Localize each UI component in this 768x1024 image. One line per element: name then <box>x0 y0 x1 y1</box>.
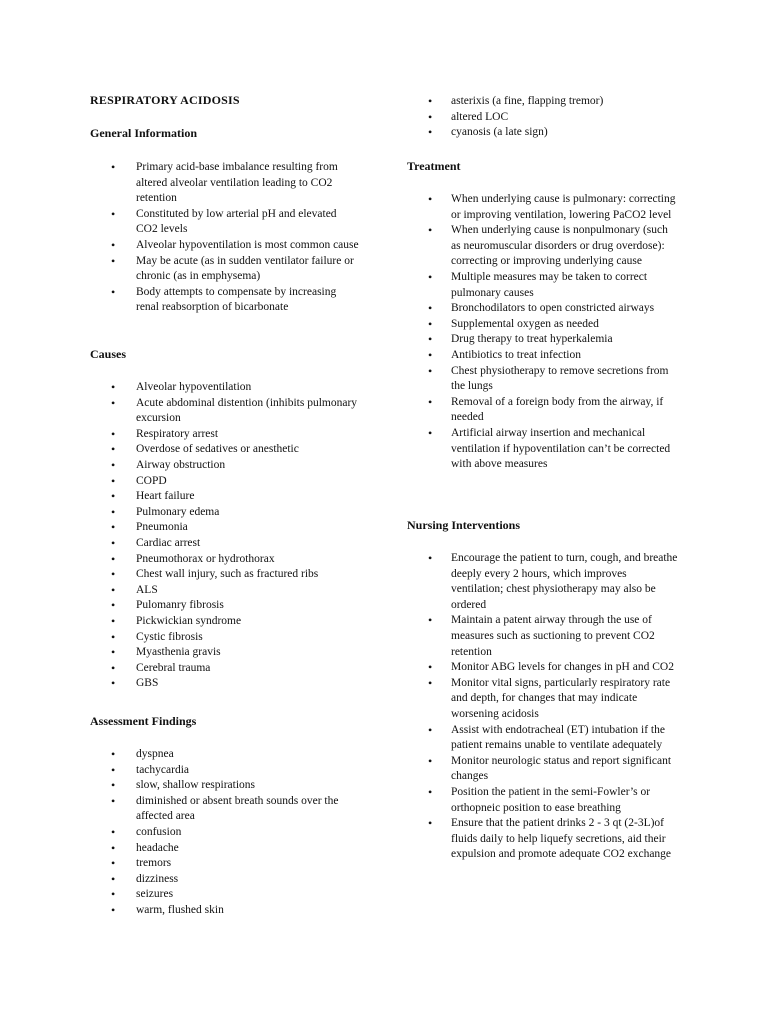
list-item: • warm, flushed skin <box>90 903 360 919</box>
list-item: • Alveolar hypoventilation <box>90 380 360 396</box>
list-item: • Pneumothorax or hydrothorax <box>90 552 360 568</box>
list-item: • Chest wall injury, such as fractured ribs <box>90 567 360 583</box>
list-item: • Cystic fibrosis <box>90 630 360 646</box>
list-item: • altered LOC <box>407 110 679 126</box>
list-item: • Pneumonia <box>90 520 360 536</box>
list-general-information <box>90 160 360 316</box>
list-item: • Pickwickian syndrome <box>90 614 360 630</box>
list-treatment <box>407 192 679 473</box>
list-item: • Maintain a patent airway through the use of measures such as suctioning to prevent CO2 retention <box>407 613 679 660</box>
list-item: • dyspnea <box>90 747 360 763</box>
list-item: • Myasthenia gravis <box>90 645 360 661</box>
list-item: • GBS <box>90 676 360 692</box>
list-item: • Airway obstruction <box>90 458 360 474</box>
list-item: • When underlying cause is pulmonary: correcting or improving ventilation, lowering PaCO2 level <box>407 192 679 223</box>
list-item: • Heart failure <box>90 489 360 505</box>
list-item: • Chest physiotherapy to remove secretions from the lungs <box>407 364 679 395</box>
list-item: • Pulmonary edema <box>90 505 360 521</box>
list-item: • May be acute (as in sudden ventilator failure or chronic (as in emphysema) <box>90 254 360 285</box>
list-item: • Position the patient in the semi-Fowler’s or orthopneic position to ease breathing <box>407 785 679 816</box>
list-item: • Supplemental oxygen as needed <box>407 317 679 333</box>
list-causes <box>90 380 360 692</box>
list-item: • Bronchodilators to open constricted airways <box>407 301 679 317</box>
list-item: • tremors <box>90 856 360 872</box>
list-item: • slow, shallow respirations <box>90 778 360 794</box>
list-item: • Artificial airway insertion and mechanical ventilation if hypoventilation can’t be corrected with above measures <box>407 426 679 473</box>
list-item: • seizures <box>90 887 360 903</box>
list-item: • Antibiotics to treat infection <box>407 348 679 364</box>
list-item: • Removal of a foreign body from the airway, if needed <box>407 395 679 426</box>
heading-general-information: General Information <box>90 126 197 140</box>
list-item: • Encourage the patient to turn, cough, and breathe deeply every 2 hours, which improves ventilation; chest physiotherapy may also be ordered <box>407 551 679 613</box>
list-item: • headache <box>90 841 360 857</box>
list-item: • Alveolar hypoventilation is most common cause <box>90 238 360 254</box>
heading-treatment: Treatment <box>407 159 461 173</box>
list-item: • Primary acid-base imbalance resulting from altered alveolar ventilation leading to CO2 retention <box>90 160 360 207</box>
list-item: • Monitor vital signs, particularly respiratory rate and depth, for changes that may indicate worsening acidosis <box>407 676 679 723</box>
list-item: • tachycardia <box>90 763 360 779</box>
list-item: • Cardiac arrest <box>90 536 360 552</box>
list-nursing-interventions <box>407 551 679 863</box>
list-item: • Multiple measures may be taken to correct pulmonary causes <box>407 270 679 301</box>
heading-assessment-findings: Assessment Findings <box>90 714 197 728</box>
list-item: • Assist with endotracheal (ET) intubation if the patient remains unable to ventilate adequately <box>407 723 679 754</box>
list-item: • asterixis (a fine, flapping tremor) <box>407 94 679 110</box>
list-item: • cyanosis (a late sign) <box>407 125 679 141</box>
list-item: • ALS <box>90 583 360 599</box>
list-item: • Cerebral trauma <box>90 661 360 677</box>
list-item: • Acute abdominal distention (inhibits pulmonary excursion <box>90 396 360 427</box>
list-item: • Overdose of sedatives or anesthetic <box>90 442 360 458</box>
list-item: • diminished or absent breath sounds over the affected area <box>90 794 360 825</box>
document-title: RESPIRATORY ACIDOSIS <box>90 93 240 107</box>
list-item: • COPD <box>90 474 360 490</box>
heading-causes: Causes <box>90 347 127 361</box>
list-item: • Monitor ABG levels for changes in pH and CO2 <box>407 660 679 676</box>
list-item: • Body attempts to compensate by increasing renal reabsorption of bicarbonate <box>90 285 360 316</box>
list-item: • Respiratory arrest <box>90 427 360 443</box>
list-assessment-findings-continued <box>407 94 679 141</box>
list-item: • When underlying cause is nonpulmonary (such as neuromuscular disorders or drug overdose): correcting or improving underlying cause <box>407 223 679 270</box>
list-item: • dizziness <box>90 872 360 888</box>
list-item: • Ensure that the patient drinks 2 - 3 qt (2-3L)of fluids daily to help liquefy secretions, aid their expulsion and promote adequate CO2 exchange <box>407 816 679 863</box>
list-assessment-findings <box>90 747 360 919</box>
heading-nursing-interventions: Nursing Interventions <box>407 518 521 532</box>
list-item: • Drug therapy to treat hyperkalemia <box>407 332 679 348</box>
list-item: • Monitor neurologic status and report significant changes <box>407 754 679 785</box>
list-item: • Pulomanry fibrosis <box>90 598 360 614</box>
list-item: • Constituted by low arterial pH and elevated CO2 levels <box>90 207 360 238</box>
list-item: • confusion <box>90 825 360 841</box>
